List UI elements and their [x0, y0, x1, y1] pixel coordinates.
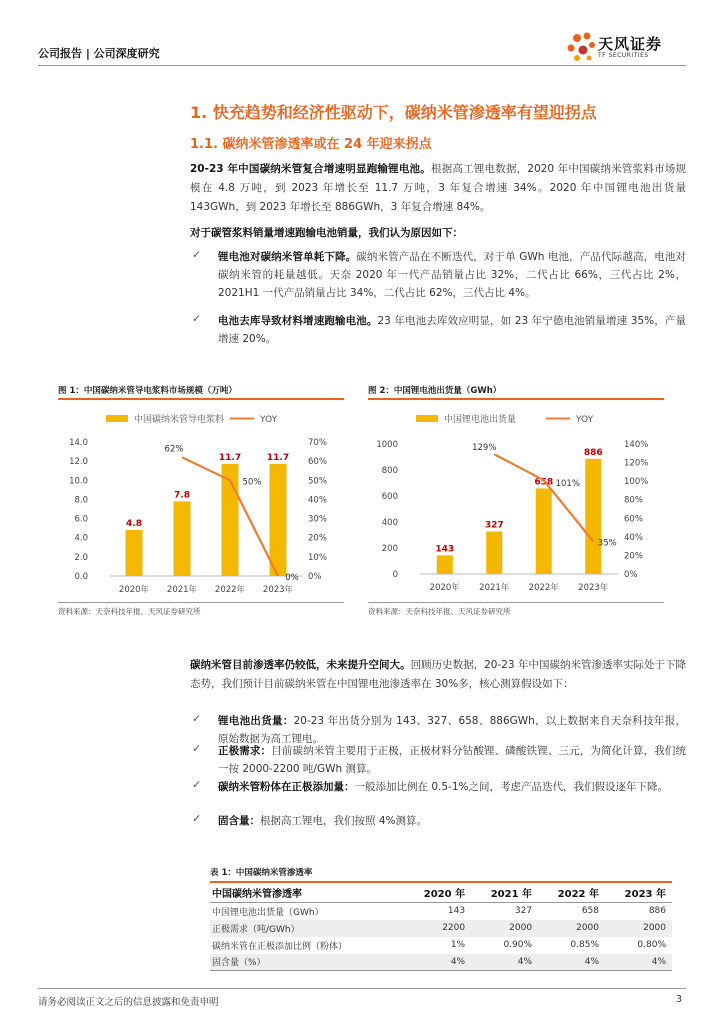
logo-name: 天风证券 [598, 35, 663, 53]
table-cell: 0.90% [503, 940, 533, 950]
table-header-cell: 2023 年 [605, 882, 672, 903]
yoy-value-label: 62% [164, 444, 184, 455]
y2-tick-label: 140% [624, 440, 649, 450]
table-row [210, 920, 672, 937]
reason-bold: 电池去库导致材料增速跑输电池。 [218, 315, 378, 327]
reason-text: 碳纳米管产品在不断迭代，对于单 GWh 电池，产品代际越高，电池对碳纳米管的耗量越低。天奈 2020 年一代产品销量占比 32%，二代占比 66%，三代占比 2%，2021H1 一代产品销量占比 34%，二代占比 62%，三代占比 4%。 [218, 251, 686, 299]
y-tick-label: 1000 [376, 440, 398, 450]
check-icon: ✓ [192, 778, 202, 791]
y-tick-label: 0 [392, 570, 398, 580]
y2-tick-label: 20% [624, 551, 643, 562]
report-type-label: 公司报告 | 公司深度研究 [38, 47, 160, 60]
table-cell: 2000 [538, 920, 605, 937]
y-tick-label: 800 [381, 466, 398, 476]
section-heading: 1. 快充趋势和经济性驱动下，碳纳米管渗透率有望迎拐点 [190, 103, 597, 122]
yoy-value-label: 129% [472, 443, 497, 454]
table-cell: 4% [605, 954, 672, 971]
yoy-value-label: 35% [597, 538, 617, 549]
y2-tick-label: 10% [308, 552, 327, 563]
table-cell: 2000 [605, 920, 672, 937]
intro-bold: 20-23 年中国碳纳米管复合增速明显跑输锂电池。 [190, 163, 431, 175]
bar [486, 531, 502, 574]
bar-value-label: 143 [435, 544, 455, 555]
y-tick-label: 8.0 [74, 495, 88, 506]
penetration-table [210, 881, 672, 971]
reason-bold: 锂电池对碳纳米管单耗下降。 [218, 251, 357, 263]
y-tick-label: 2.0 [74, 552, 88, 563]
figure1-bottom-rule [58, 602, 344, 603]
y-tick-label: 400 [381, 518, 398, 528]
figure1-top-rule [58, 398, 344, 400]
table-row [210, 903, 672, 920]
bar-value-label: 658 [534, 477, 554, 488]
assumption-text: 目前碳纳米管主要用于正极，正极材料分钴酸锂、磷酸铁锂、三元，为简化计算，我们统一按 2000-2200 吨/GWh 测算。 [218, 745, 687, 775]
y2-tick-label: 40% [308, 495, 327, 506]
bar-value-label: 11.7 [266, 453, 290, 464]
table-cell: 固含量（%） [210, 954, 404, 971]
figure1-chart [58, 402, 344, 600]
bar-value-label: 327 [484, 520, 504, 531]
bar [126, 530, 143, 576]
table-cell: 0.85% [570, 940, 599, 950]
legend-label: 中国碳纳米管导电浆料 [134, 415, 225, 425]
bar [174, 501, 191, 576]
legend-label: YOY [576, 415, 594, 425]
y-tick-label: 12.0 [69, 457, 88, 468]
legend-label: 中国锂电池出货量 [444, 415, 517, 425]
table-title: 表 1：中国碳纳米管渗透率 [210, 868, 313, 878]
x-tick-label: 2022年 [214, 585, 246, 595]
reason-item [218, 248, 686, 302]
figure2-top-rule [368, 398, 664, 400]
reasons-lead: 对于碳管浆料销量增速跑输电池销量，我们认为原因如下： [190, 227, 463, 239]
y-tick-label: 10.0 [69, 476, 88, 487]
header-divider [38, 65, 686, 66]
table-cell: 0.80% [637, 940, 666, 950]
table-cell: 658 [581, 906, 599, 917]
table-cell: 4% [538, 954, 605, 971]
y-tick-label: 0.0 [74, 572, 88, 582]
figure2-chart [368, 402, 664, 600]
x-tick-label: 2021年 [166, 585, 198, 595]
outlook-text: 回顾历史数据，20-23 年中国碳纳米管渗透率实际处于下降态势，我们预计目前碳纳米管在中国锂电池渗透率在 30%多，核心测算假设如下： [190, 659, 686, 690]
table-cell: 4% [404, 954, 471, 971]
table-cell: 2200 [404, 920, 471, 937]
x-tick-label: 2020年 [118, 585, 150, 595]
y-tick-label: 600 [381, 492, 398, 502]
x-tick-label: 2023年 [262, 585, 294, 595]
legend-bar-swatch [416, 415, 438, 422]
table-cell: 正极需求（吨/GWh） [210, 920, 404, 937]
outlook-bold: 碳纳米管目前渗透率仍较低，未来提升空间大。 [190, 659, 411, 671]
table-cell: 碳纳米管在正极添加比例（粉体） [212, 941, 348, 952]
table-cell: 327 [514, 906, 533, 917]
assumption-bold: 锂电池出货量： [218, 715, 294, 727]
y2-tick-label: 80% [624, 495, 643, 506]
y2-tick-label: 120% [624, 458, 649, 469]
legend-label: YOY [260, 415, 278, 425]
bar-value-label: 886 [583, 447, 603, 458]
y2-tick-label: 20% [308, 533, 327, 544]
bar-value-label: 11.7 [218, 453, 242, 464]
intro-paragraph [190, 160, 686, 217]
subsection-heading: 1.1. 碳纳米管渗透率或在 24 年迎来拐点 [190, 137, 432, 152]
table-cell: 4% [471, 954, 538, 971]
y-tick-label: 14.0 [69, 438, 88, 448]
assumption-item [218, 812, 686, 830]
assumption-text: 20-23 年出货分别为 143、327、658、886GWh，以上数据来自天奈科技年报，原始数据为高工锂电。 [218, 715, 686, 745]
y-tick-label: 200 [381, 544, 398, 554]
y2-tick-label: 30% [308, 514, 327, 525]
assumption-bold: 碳纳米管粉体在正极添加量： [218, 781, 355, 793]
reason-item [218, 312, 686, 348]
assumption-text: 根据高工锂电，我们按照 4%测算。 [260, 815, 427, 827]
bar [536, 488, 552, 574]
figure2-bottom-rule [368, 602, 664, 603]
table-row [210, 937, 672, 954]
table-cell: 2000 [471, 920, 538, 937]
assumption-text: 一般添加比例在 0.5-1%之间，考虑产品迭代，我们假设逐年下降。 [354, 781, 668, 793]
y2-tick-label: 100% [624, 477, 649, 488]
bar-value-label: 7.8 [174, 490, 190, 501]
assumption-item [218, 742, 686, 778]
bar-value-label: 4.8 [126, 519, 142, 530]
y2-tick-label: 70% [308, 438, 327, 448]
y2-tick-label: 0% [624, 570, 638, 580]
y2-tick-label: 60% [308, 457, 327, 468]
footer-divider [38, 988, 686, 989]
check-icon: ✓ [192, 742, 202, 755]
y2-tick-label: 0% [308, 572, 322, 582]
table-cell: 886 [648, 906, 666, 917]
yoy-value-label: 101% [555, 479, 580, 490]
y2-tick-label: 50% [308, 476, 327, 487]
check-icon: ✓ [192, 712, 202, 725]
table-header-cell: 2021 年 [471, 882, 538, 903]
page-number: 3 [676, 994, 683, 1005]
x-tick-label: 2021年 [479, 583, 510, 593]
x-tick-label: 2022年 [528, 583, 559, 593]
table-cell: 143 [447, 906, 466, 917]
figure1-title: 图 1：中国碳纳米管导电浆料市场规模（万吨） [58, 386, 237, 396]
table-header-cell: 中国碳纳米管渗透率 [210, 882, 404, 903]
table-header-cell: 2022 年 [538, 882, 605, 903]
logo-subtitle: TF SECURITIES [598, 52, 649, 59]
figure2-source: 资料来源：天奈科技年报、天风证券研究所 [368, 607, 511, 616]
assumption-item [218, 778, 686, 796]
check-icon: ✓ [192, 312, 202, 325]
table-cell: 1% [450, 940, 466, 950]
bar [585, 459, 601, 574]
footer-disclaimer: 请务必阅读正文之后的信息披露和免责申明 [38, 997, 219, 1008]
table-header-row [210, 882, 672, 903]
check-icon: ✓ [192, 812, 202, 825]
check-icon: ✓ [192, 248, 202, 261]
outlook-paragraph [190, 656, 686, 694]
table-header-cell: 2020 年 [404, 882, 471, 903]
y2-tick-label: 40% [624, 532, 643, 543]
table-row [210, 954, 672, 971]
x-tick-label: 2020年 [429, 583, 460, 593]
yoy-value-label: 0% [285, 573, 299, 583]
intro-text: 根据高工锂电数据，2020 年中国碳纳米管浆料市场规模在 4.8 万吨，到 2023 年增长至 11.7 万吨，3 年复合增速 34%。2020 年中国锂电池出货量 143GWh，到 2023 年增长至 886GWh，3 年复合增速 84%。 [190, 163, 686, 213]
figure2-title: 图 2：中国锂电池出货量（GWh） [368, 386, 502, 396]
y2-tick-label: 60% [624, 514, 643, 525]
reason-text: 23 年电池去库效应明显，如 23 年宁德电池销量增速 35%，产量增速 20%。 [218, 315, 686, 345]
table-cell: 中国锂电池出货量（GWh） [212, 907, 324, 918]
legend-bar-swatch [106, 415, 128, 422]
bar [437, 555, 453, 574]
y-tick-label: 6.0 [74, 514, 88, 525]
x-tick-label: 2023年 [578, 583, 609, 593]
figure1-source: 资料来源：天奈科技年报、天风证券研究所 [58, 607, 201, 616]
assumption-bold: 正极需求： [218, 745, 272, 757]
y-tick-label: 4.0 [74, 533, 88, 544]
yoy-value-label: 50% [242, 477, 262, 488]
bar [270, 464, 287, 576]
assumption-bold: 固含量： [218, 815, 260, 827]
